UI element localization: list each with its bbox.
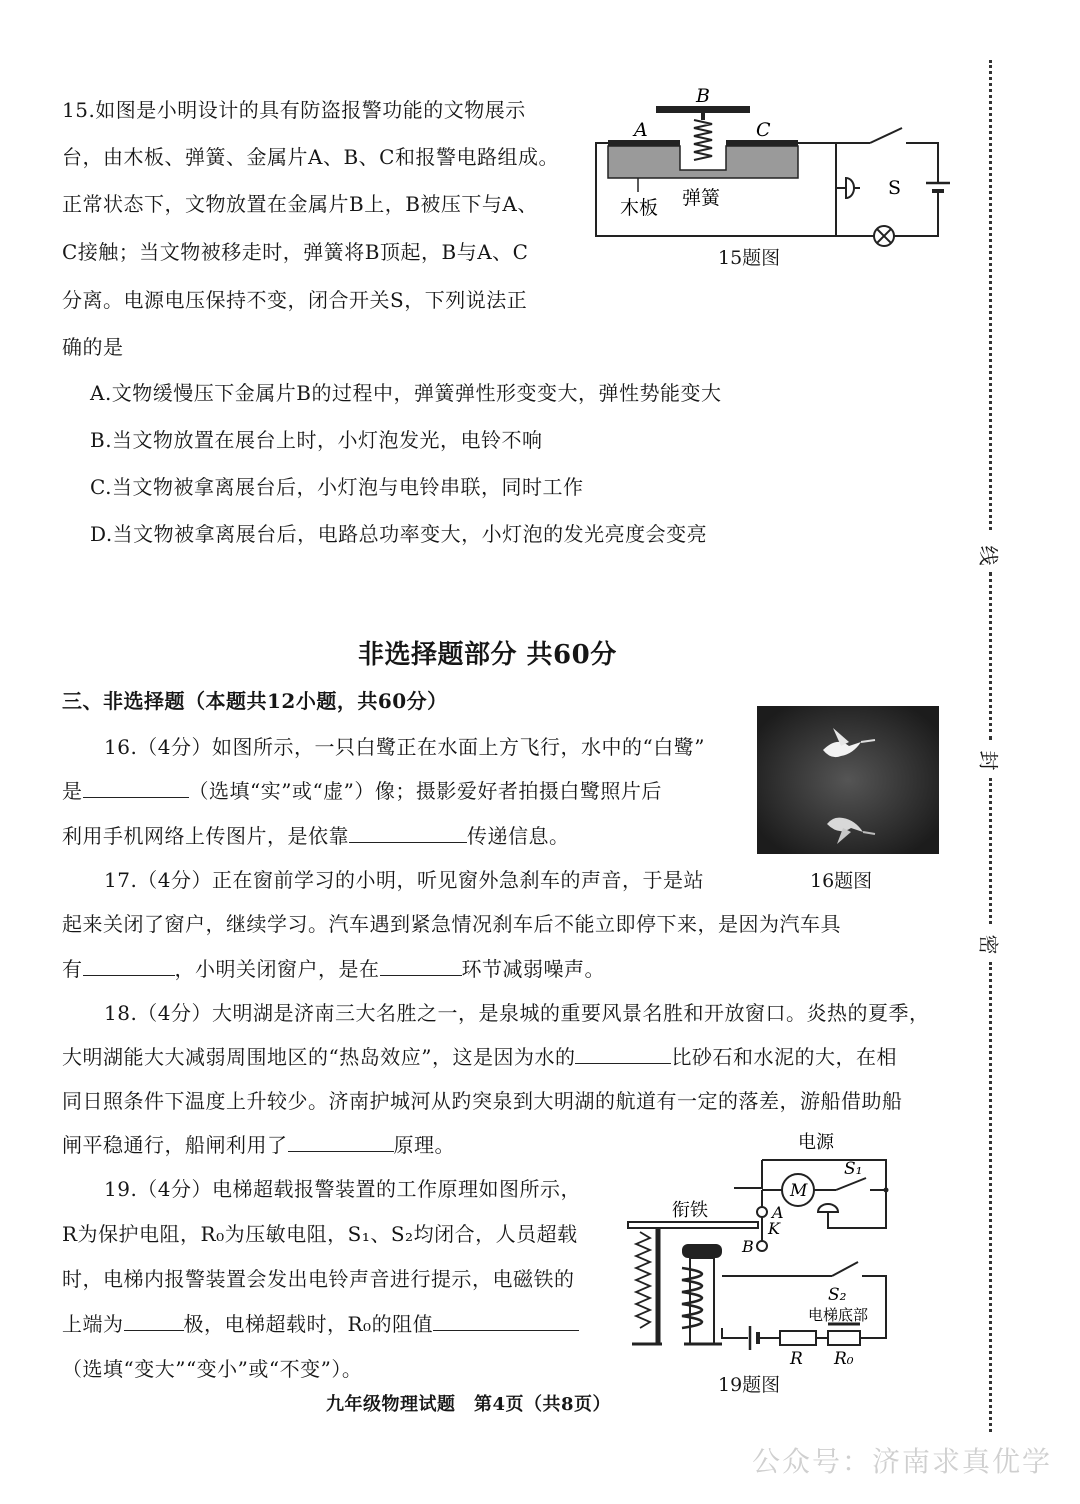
q18-line-2 — [62, 1041, 897, 1070]
label-s2: S₂ — [828, 1285, 847, 1305]
q16-photo — [757, 706, 939, 854]
q18-text-d: 原理。 — [393, 1133, 455, 1157]
label-armature: 衔铁 — [672, 1200, 708, 1221]
watermark: 公众号：济南求真优学 — [752, 1445, 1053, 1478]
q18-text-a: 大明湖能大大减弱周围地区的“热岛效应”，这是因为水的 — [62, 1045, 576, 1069]
armature-icon — [628, 1222, 758, 1228]
q19-blank-1[interactable] — [124, 1310, 184, 1331]
q17-line-3 — [62, 953, 605, 982]
q18-blank-1[interactable] — [575, 1043, 671, 1064]
binding-line-1 — [989, 60, 992, 530]
margin-char-2: 封 — [976, 750, 1001, 771]
switch-s1-icon — [836, 1178, 866, 1190]
binding-line-2 — [989, 572, 992, 740]
q15-figure — [590, 84, 960, 249]
q15-caption: 15题图 — [718, 247, 781, 269]
egret-icon — [757, 706, 939, 854]
label-a: A — [634, 119, 648, 141]
q16-text-d: 传递信息。 — [467, 824, 570, 848]
label-a: A — [772, 1203, 784, 1222]
q17-text-b: ，小明关闭窗户，是在 — [174, 957, 380, 981]
q15-line-4: C接触；当文物被移走时，弹簧将B顶起，B与A、C — [62, 240, 529, 264]
label-k: K — [768, 1219, 780, 1238]
q16-text-a: 是 — [62, 779, 83, 803]
q16-line-1: 16.（4分）如图所示，一只白鹭正在水面上方飞行，水中的“白鹭” — [104, 735, 705, 759]
q15-option-b: B.当文物放置在展台上时，小灯泡发光，电铃不响 — [90, 428, 543, 452]
label-b: B — [696, 85, 710, 107]
metal-plate-b — [656, 106, 750, 113]
q16-line-3 — [62, 820, 570, 849]
q15-option-a: A.文物缓慢压下金属片B的过程中，弹簧弹性形变变大，弹性势能变大 — [90, 381, 722, 405]
label-r: R — [790, 1349, 803, 1368]
q15-line-2: 台，由木板、弹簧、金属片A、B、C和报警电路组成。 — [62, 145, 559, 169]
q15-line-6: 确的是 — [62, 335, 124, 359]
q18-text-c: 闸平稳通行，船闸利用了 — [62, 1133, 288, 1157]
q18-line-4 — [62, 1129, 455, 1158]
q16-text-c: 利用手机网络上传图片，是依靠 — [62, 824, 349, 848]
q19-blank-2[interactable] — [433, 1310, 579, 1331]
q18-line-3: 同日照条件下温度上升较少。济南护城河从趵突泉到大明湖的航道有一定的落差，游船借助船 — [62, 1089, 903, 1113]
switch-s-icon — [870, 128, 902, 143]
page-footer: 九年级物理试题 第4页（共8页） — [326, 1394, 612, 1415]
label-b: B — [742, 1237, 754, 1256]
q19-line-1: 19.（4分）电梯超载报警装置的工作原理如图所示， — [104, 1177, 582, 1201]
q18-blank-2[interactable] — [288, 1131, 394, 1152]
q16-text-b: （选填“实”或“虚”）像；摄影爱好者拍摄白鹭照片后 — [188, 779, 662, 803]
q19-text-a: 上端为 — [62, 1312, 124, 1336]
q16-blank-1[interactable] — [83, 777, 189, 798]
binding-line-4 — [989, 962, 992, 1432]
q19-text-b: 极，电梯超载时，R₀的阻值 — [183, 1312, 434, 1336]
binding-line-3 — [989, 778, 992, 924]
q18-line-1: 18.（4分）大明湖是济南三大名胜之一，是泉城的重要风景名胜和开放窗口。炎热的夏季， — [104, 1001, 930, 1025]
q16-blank-2[interactable] — [349, 822, 467, 843]
q17-line-2: 起来关闭了窗户，继续学习。汽车遇到紧急情况刹车后不能立即停下来，是因为汽车具 — [62, 912, 841, 936]
spring-icon — [694, 120, 712, 160]
label-power: 电源 — [798, 1132, 834, 1153]
q19-line-5: （选填“变大”“变小”或“不变”）。 — [62, 1357, 363, 1381]
q18-text-b: 比砂石和水泥的大，在相 — [671, 1045, 897, 1069]
section-title: 非选择题部分 共60分 — [358, 640, 617, 670]
spring-icon — [636, 1232, 650, 1328]
q19-figure — [622, 1128, 900, 1368]
q19-caption: 19题图 — [718, 1374, 781, 1396]
q17-text-a: 有 — [62, 957, 83, 981]
label-spring: 弹簧 — [682, 187, 721, 209]
q16-caption: 16题图 — [810, 870, 873, 892]
label-r0: R₀ — [834, 1349, 854, 1368]
q19-line-3: 时，电梯内报警装置会发出电铃声音进行提示，电磁铁的 — [62, 1267, 575, 1291]
q17-text-c: 环节减弱噪声。 — [461, 957, 605, 981]
q15-option-c: C.当文物被拿离展台后，小灯泡与电铃串联，同时工作 — [90, 475, 584, 499]
switch-s2-icon — [832, 1262, 858, 1276]
q15-line-1: 15.如图是小明设计的具有防盗报警功能的文物展示 — [62, 98, 526, 122]
margin-char-1: 线 — [976, 545, 1001, 566]
label-s: S — [888, 177, 902, 199]
q17-blank-2[interactable] — [380, 955, 462, 976]
q15-option-d: D.当文物被拿离展台后，电路总功率变大，小灯泡的发光亮度会变亮 — [90, 522, 708, 546]
q19-line-4 — [62, 1308, 579, 1337]
label-wood: 木板 — [620, 197, 659, 219]
resistor-r — [780, 1331, 816, 1345]
q15-line-3: 正常状态下，文物放置在金属片B上，B被压下与A、 — [62, 192, 538, 216]
q17-blank-1[interactable] — [83, 955, 175, 976]
label-motor: M — [790, 1181, 808, 1201]
bell-icon — [818, 1204, 838, 1212]
q19-line-2: R为保护电阻，R₀为压敏电阻，S₁、S₂均闭合，人员超载 — [62, 1222, 578, 1246]
label-s1: S₁ — [844, 1159, 863, 1179]
label-c: C — [756, 119, 771, 141]
margin-char-3: 密 — [976, 934, 1001, 955]
section-heading: 三、非选择题（本题共12小题，共60分） — [62, 689, 448, 713]
q16-line-2 — [62, 775, 662, 804]
resistor-r0 — [828, 1331, 860, 1345]
bell-icon — [846, 178, 854, 198]
label-bottom: 电梯底部 — [808, 1306, 869, 1324]
q17-line-1: 17.（4分）正在窗前学习的小明，听见窗外急刹车的声音，于是站 — [104, 868, 705, 892]
q15-line-5: 分离。电源电压保持不变，闭合开关S，下列说法正 — [62, 288, 528, 312]
